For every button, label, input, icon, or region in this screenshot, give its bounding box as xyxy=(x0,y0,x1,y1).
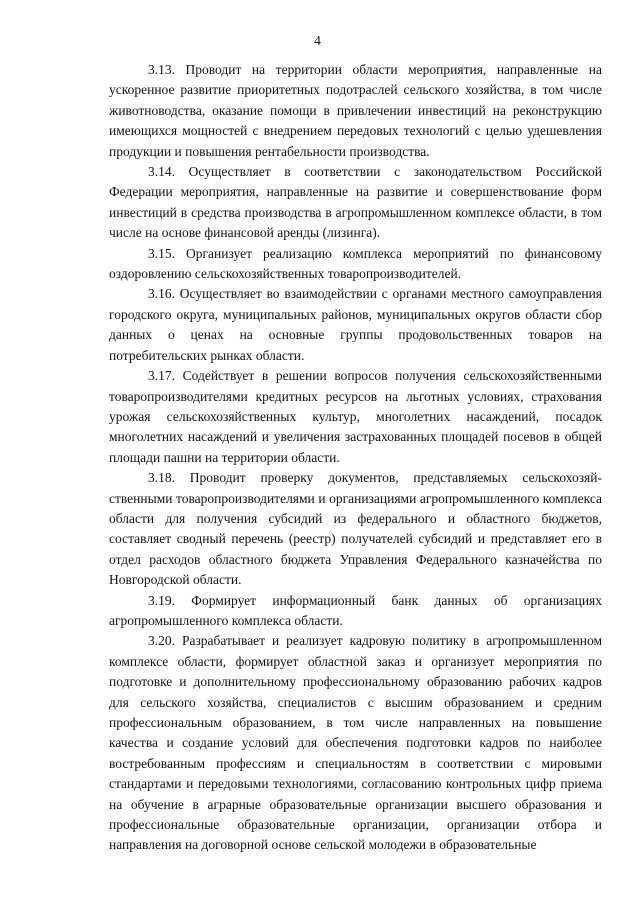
paragraph-3-16: 3.16. Осуществляет во взаимодействии с органами местного самоуправления городского округа, муниципальных районов, муниципальных округов области сбор данных о ценах на основные группы продовольственных товаров на потребительских рынках области. xyxy=(109,286,602,363)
paragraph-3-19: 3.19. Формирует информационный банк данных об организациях агропромышленного комплекса области. xyxy=(109,592,602,628)
document-body xyxy=(109,60,602,856)
paragraph-3-20: 3.20. Разрабатывает и реализует кадровую политику в агропромышленном комплексе области, формирует областной заказ и организует мероприятия по подготовке и дополнительному профессиональному образованию рабочих кадров для сельского хозяйства, специалистов с высшим образованием и средним профессиональным образованием, в том числе направленных на повышение качества и создание условий для обеспечения подготовки кадров по наиболее востребованным профессиям и специальностям в соответствии с мировыми стандартами и передовыми технологиями, согласованию контрольных цифр приема на обучение в аграрные образовательные организации высшего образования и профессиональные образовательные организации, организации отбора и направления на договорной основе сельской молодежи в образовательные xyxy=(109,633,602,853)
paragraph-3-18: 3.18. Проводит проверку документов, представляемых сельскохозяйственными товаропроизводителями и организациями агропромышленного комплекса области для получения субсидий из федерального и областного бюджетов, составляет сводный перечень (реестр) получателей субсидий и представляет его в отдел расходов областного бюджета Управления Федерального казначейства по Новгородской области. xyxy=(109,470,602,588)
paragraph-3-14: 3.14. Осуществляет в соответствии с законодательством Российской Федерации мероприятия, направленные на развитие и совершенствование форм инвестиций в средства производства в агропромышленном комплексе области, в том числе на основе финансовой аренды (лизинга). xyxy=(109,164,602,241)
paragraph-3-15: 3.15. Организует реализацию комплекса мероприятий по финансовому оздоровлению сельскохозяйственных товаропроизводителей. xyxy=(109,245,602,282)
paragraph-3-13: 3.13. Проводит на территории области мероприятия, направленные на ускоренное развитие приоритетных подотраслей сельского хозяйства, в том числе животноводства, оказание помощи в привлечении инвестиций на реконструкцию имеющихся мощностей с внедрением передовых технологий с целью удешевления продукции и повышения рентабельности производства. xyxy=(109,62,602,159)
paragraph-3-17: 3.17. Содействует в решении вопросов получения сельскохозяйственными товаропроизводителями кредитных ресурсов на льготных условиях, страхования урожая сельскохозяйственных культур, многолетних насаждений, посадок многолетних насаждений и увеличения застрахованных площадей посевов в общей площади пашни на территории области. xyxy=(109,368,602,465)
page-number: 4 xyxy=(314,33,321,48)
